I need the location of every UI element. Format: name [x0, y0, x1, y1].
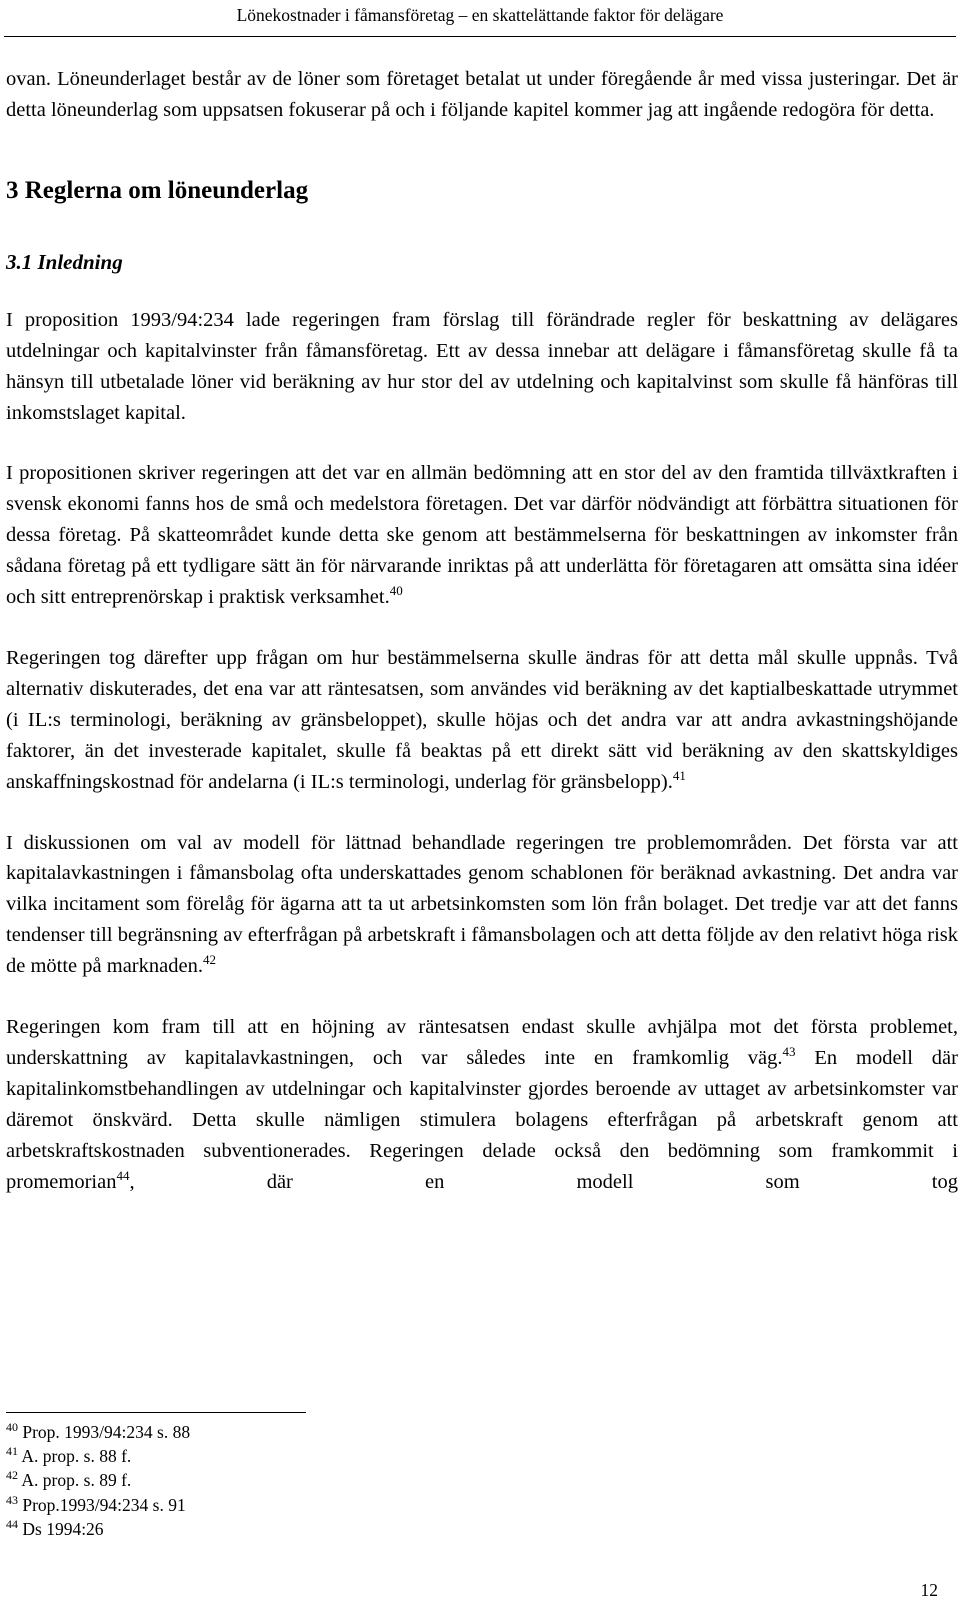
footnote-item [6, 1444, 190, 1468]
footnote-number: 40 [6, 1420, 18, 1435]
running-header: Lönekostnader i fåmansföretag – en skattelättande faktor för delägare [236, 5, 724, 25]
paragraph-4-text: I diskussionen om val av modell för lättnad behandlade regeringen tre problemområden. Det första var att kapitalavkastningen i fåmansbolag ofta underskattades genom schablonen för beräknad avkastning. Det andra var vilka incitament som förelåg för ägarna att ta ut arbetsinkomsten som lön från bolaget. Det tredje var att det fanns tendenser till begränsning av efterfrågan på arbetskraft i fåmansbolagen och att detta följde av den relativt höga risk de mötte på marknaden. [6, 831, 958, 978]
document-body [6, 64, 958, 1197]
footnote-number: 43 [6, 1492, 18, 1507]
section-heading: 3.1 Inledning [6, 249, 123, 274]
paragraph-5-text-c: , där en modell som tog [129, 1170, 958, 1193]
page-number: 12 [920, 1580, 938, 1600]
paragraph-5-text-b: En modell där kapitalinkomstbehandlingen av utdelningar och kapitalvinster gjordes beroende av uttaget av arbetsinkomster var däremot önskvärd. Detta skulle nämligen stimulera bolagens efterfrågan på arbetskraft genom att arbetskraftskostnaden subventionerades. Regeringen delade också den bedömning som framkommit i promemorian [6, 1046, 958, 1193]
footnote-item [6, 1517, 190, 1541]
chapter-heading: 3 Reglerna om löneunderlag [6, 176, 309, 204]
paragraph-3 [6, 643, 958, 798]
footnote-text: A. prop. s. 88 f. [21, 1446, 132, 1467]
paragraph-2 [6, 458, 958, 613]
footnote-text: Prop.1993/94:234 s. 91 [22, 1494, 186, 1515]
paragraph-1: I proposition 1993/94:234 lade regeringen fram förslag till förändrade regler för beskattning av delägares utdelningar och kapitalvinster från fåmansföretag. Ett av dessa innebar att delägare i fåmansföretag skulle få ta hänsyn till utbetalade löner vid beräkning av hur stor del av utdelning och kapitalvinst som skulle få hänföras till inkomstslaget kapital. [6, 308, 958, 424]
footnote-ref-40[interactable]: 40 [389, 583, 403, 599]
footnote-item [6, 1493, 190, 1517]
footnote-rule [6, 1412, 306, 1413]
footnote-ref-42[interactable]: 42 [202, 952, 216, 968]
intro-paragraph: ovan. Löneunderlaget består av de löner som företaget betalat ut under föregående år med vissa justeringar. Det är detta löneunderlag som uppsatsen fokuserar på och i följande kapitel kommer jag att ingående redogöra för detta. [6, 68, 958, 121]
footnote-ref-44[interactable]: 44 [116, 1167, 130, 1183]
footnote-item [6, 1468, 190, 1492]
footnote-text: A. prop. s. 89 f. [21, 1470, 132, 1491]
paragraph-5-text-a: Regeringen kom fram till att en höjning av räntesatsen endast skulle avhjälpa mot det första problemet, underskattning av kapitalavkastningen, och var således inte en framkomlig väg. [6, 1016, 958, 1069]
footnote-number: 41 [6, 1444, 18, 1459]
paragraph-5 [6, 1012, 958, 1197]
paragraph-2-text: I propositionen skriver regeringen att det var en allmän bedömning att en stor del av den framtida tillväxtkraften i svensk ekonomi fanns hos de små och medelstora företagen. Det var därför nödvändigt att förbättra situationen för dessa företag. På skatteområdet kunde detta ske genom att bestämmelserna för beskattningen av inkomster från sådana företag på ett tydligare sätt än för närvarande inriktas på att underlätta för företagaren att omsätta sina idéer och sitt entreprenörskap i praktisk verksamhet. [6, 462, 958, 609]
paragraph-4 [6, 828, 958, 983]
footnote-ref-43[interactable]: 43 [782, 1044, 796, 1060]
paragraph-3-text: Regeringen tog därefter upp frågan om hur bestämmelserna skulle ändras för att detta mål skulle uppnås. Två alternativ diskuterades, det ena var att räntesatsen, som användes vid beräkning av det kaptialbeskattade utrymmet (i IL:s terminologi, beräkning av gränsbeloppet), skulle höjas och det andra var att andra avkastningshöjande faktorer, än det investerade kapitalet, skulle få beaktas på ett direkt sätt vid beräkning av den skattskyldiges anskaffningskostnad för andelarna (i IL:s terminologi, underlag för gränsbelopp). [6, 646, 958, 793]
footnotes [6, 1420, 190, 1541]
footnote-text: Ds 1994:26 [22, 1518, 104, 1539]
footnote-ref-41[interactable]: 41 [672, 767, 686, 783]
footnote-number: 42 [6, 1468, 18, 1483]
footnote-text: Prop. 1993/94:234 s. 88 [22, 1422, 191, 1442]
header-rule [4, 36, 956, 37]
footnote-number: 44 [6, 1516, 18, 1531]
footnote-item [6, 1420, 190, 1444]
